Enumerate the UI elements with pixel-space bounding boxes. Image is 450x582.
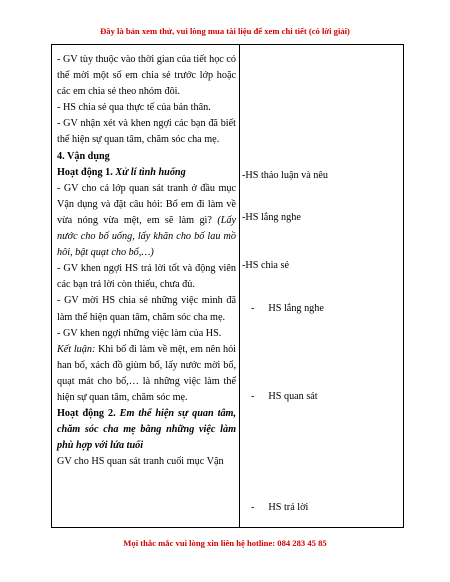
activity-heading: Hoạt động 2. Em thể hiện sự quan tâm, chăm sóc cha mẹ bằng những việc làm phù hợp với lứa tuổi [57, 408, 237, 452]
conclusion: Kết luận: Khi bố đi làm về mệt, em nên hỏi han bố, xách đồ giùm bố, lấy nước mời bố, quạt mát cho bố,… là những việc làm thể hiện sự quan tâm, chăm sóc mẹ. [57, 343, 237, 403]
footer-notice: Mọi thắc mắc vui lòng xin liên hệ hotline: 084 283 45 85 [123, 538, 327, 548]
paragraph: - HS chia sẻ qua thực tế của bản thân. [57, 102, 211, 114]
paragraph: - GV khen ngợi HS trả lời tốt và động viên các bạn trả lời còn thiếu, chưa đủ. [57, 263, 236, 291]
teacher-activities-column [52, 45, 240, 527]
student-response: -HS chia sẻ [242, 260, 289, 271]
student-response: - HS lắng nghe [251, 303, 324, 314]
student-response: -HS lắng nghe [242, 212, 301, 223]
paragraph: - GV nhận xét và khen ngợi các bạn đã biết thể hiện sự quan tâm, chăm sóc cha mẹ. [57, 118, 236, 146]
header-notice: Đây là bản xem thử, vui lòng mua tài liệu để xem chi tiết (có lời giải) [100, 26, 350, 36]
student-response: -HS thảo luận và nêu [242, 170, 329, 181]
paragraph: - GV mời HS chia sẻ những việc mình đã làm thể hiện quan tâm, chăm sóc cha mẹ. [57, 295, 236, 323]
paragraph: GV cho HS quan sát tranh cuối mục Vận [57, 456, 224, 468]
activity-heading: Hoạt động 1. Xử lí tình huống [57, 166, 186, 178]
student-response: - HS trả lời [251, 502, 309, 513]
student-activities-column [240, 45, 403, 527]
paragraph: - GV khen ngợi những việc làm của HS. [57, 327, 222, 339]
paragraph: - GV cho cả lớp quan sát tranh ở đầu mục Vận dụng và đặt câu hỏi: Bố em đi làm về vừa nóng vừa mệt, em sẽ làm gì? (Lấy nước cho bố uống, lấy khăn cho bố lau mồ hôi, bật quạt cho bố,…) [57, 182, 236, 259]
section-heading: 4. Vận dụng [57, 150, 110, 162]
lesson-table [51, 44, 404, 528]
paragraph: - GV tùy thuộc vào thời gian của tiết học có thể mời một số em chia sẻ trước lớp hoặc các em chia sẻ theo nhóm đôi. [57, 54, 236, 98]
student-response: - HS quan sát [251, 391, 318, 402]
